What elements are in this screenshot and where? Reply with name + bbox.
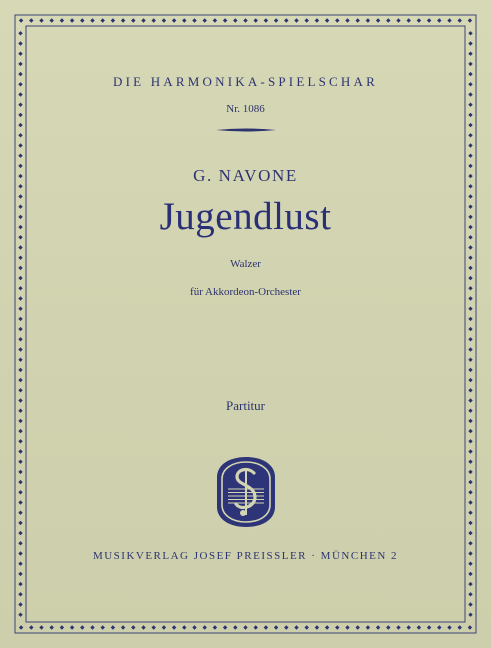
cover-content [30, 30, 461, 618]
composer-name: G. NAVONE [193, 166, 298, 185]
work-title: Jugendlust [159, 195, 332, 238]
instrumentation: für Akkordeon-Orchester [190, 286, 301, 298]
edition-type: Partitur [226, 398, 265, 413]
work-genre: Walzer [230, 258, 261, 270]
publisher-logo-icon [215, 455, 277, 529]
catalog-number: Nr. 1086 [226, 103, 265, 115]
publisher-imprint: MUSIKVERLAG JOSEF PREISSLER · MÜNCHEN 2 [92, 550, 399, 562]
ornamental-rule-icon [216, 127, 276, 133]
series-name: DIE HARMONIKA-SPIELSCHAR [113, 74, 378, 89]
